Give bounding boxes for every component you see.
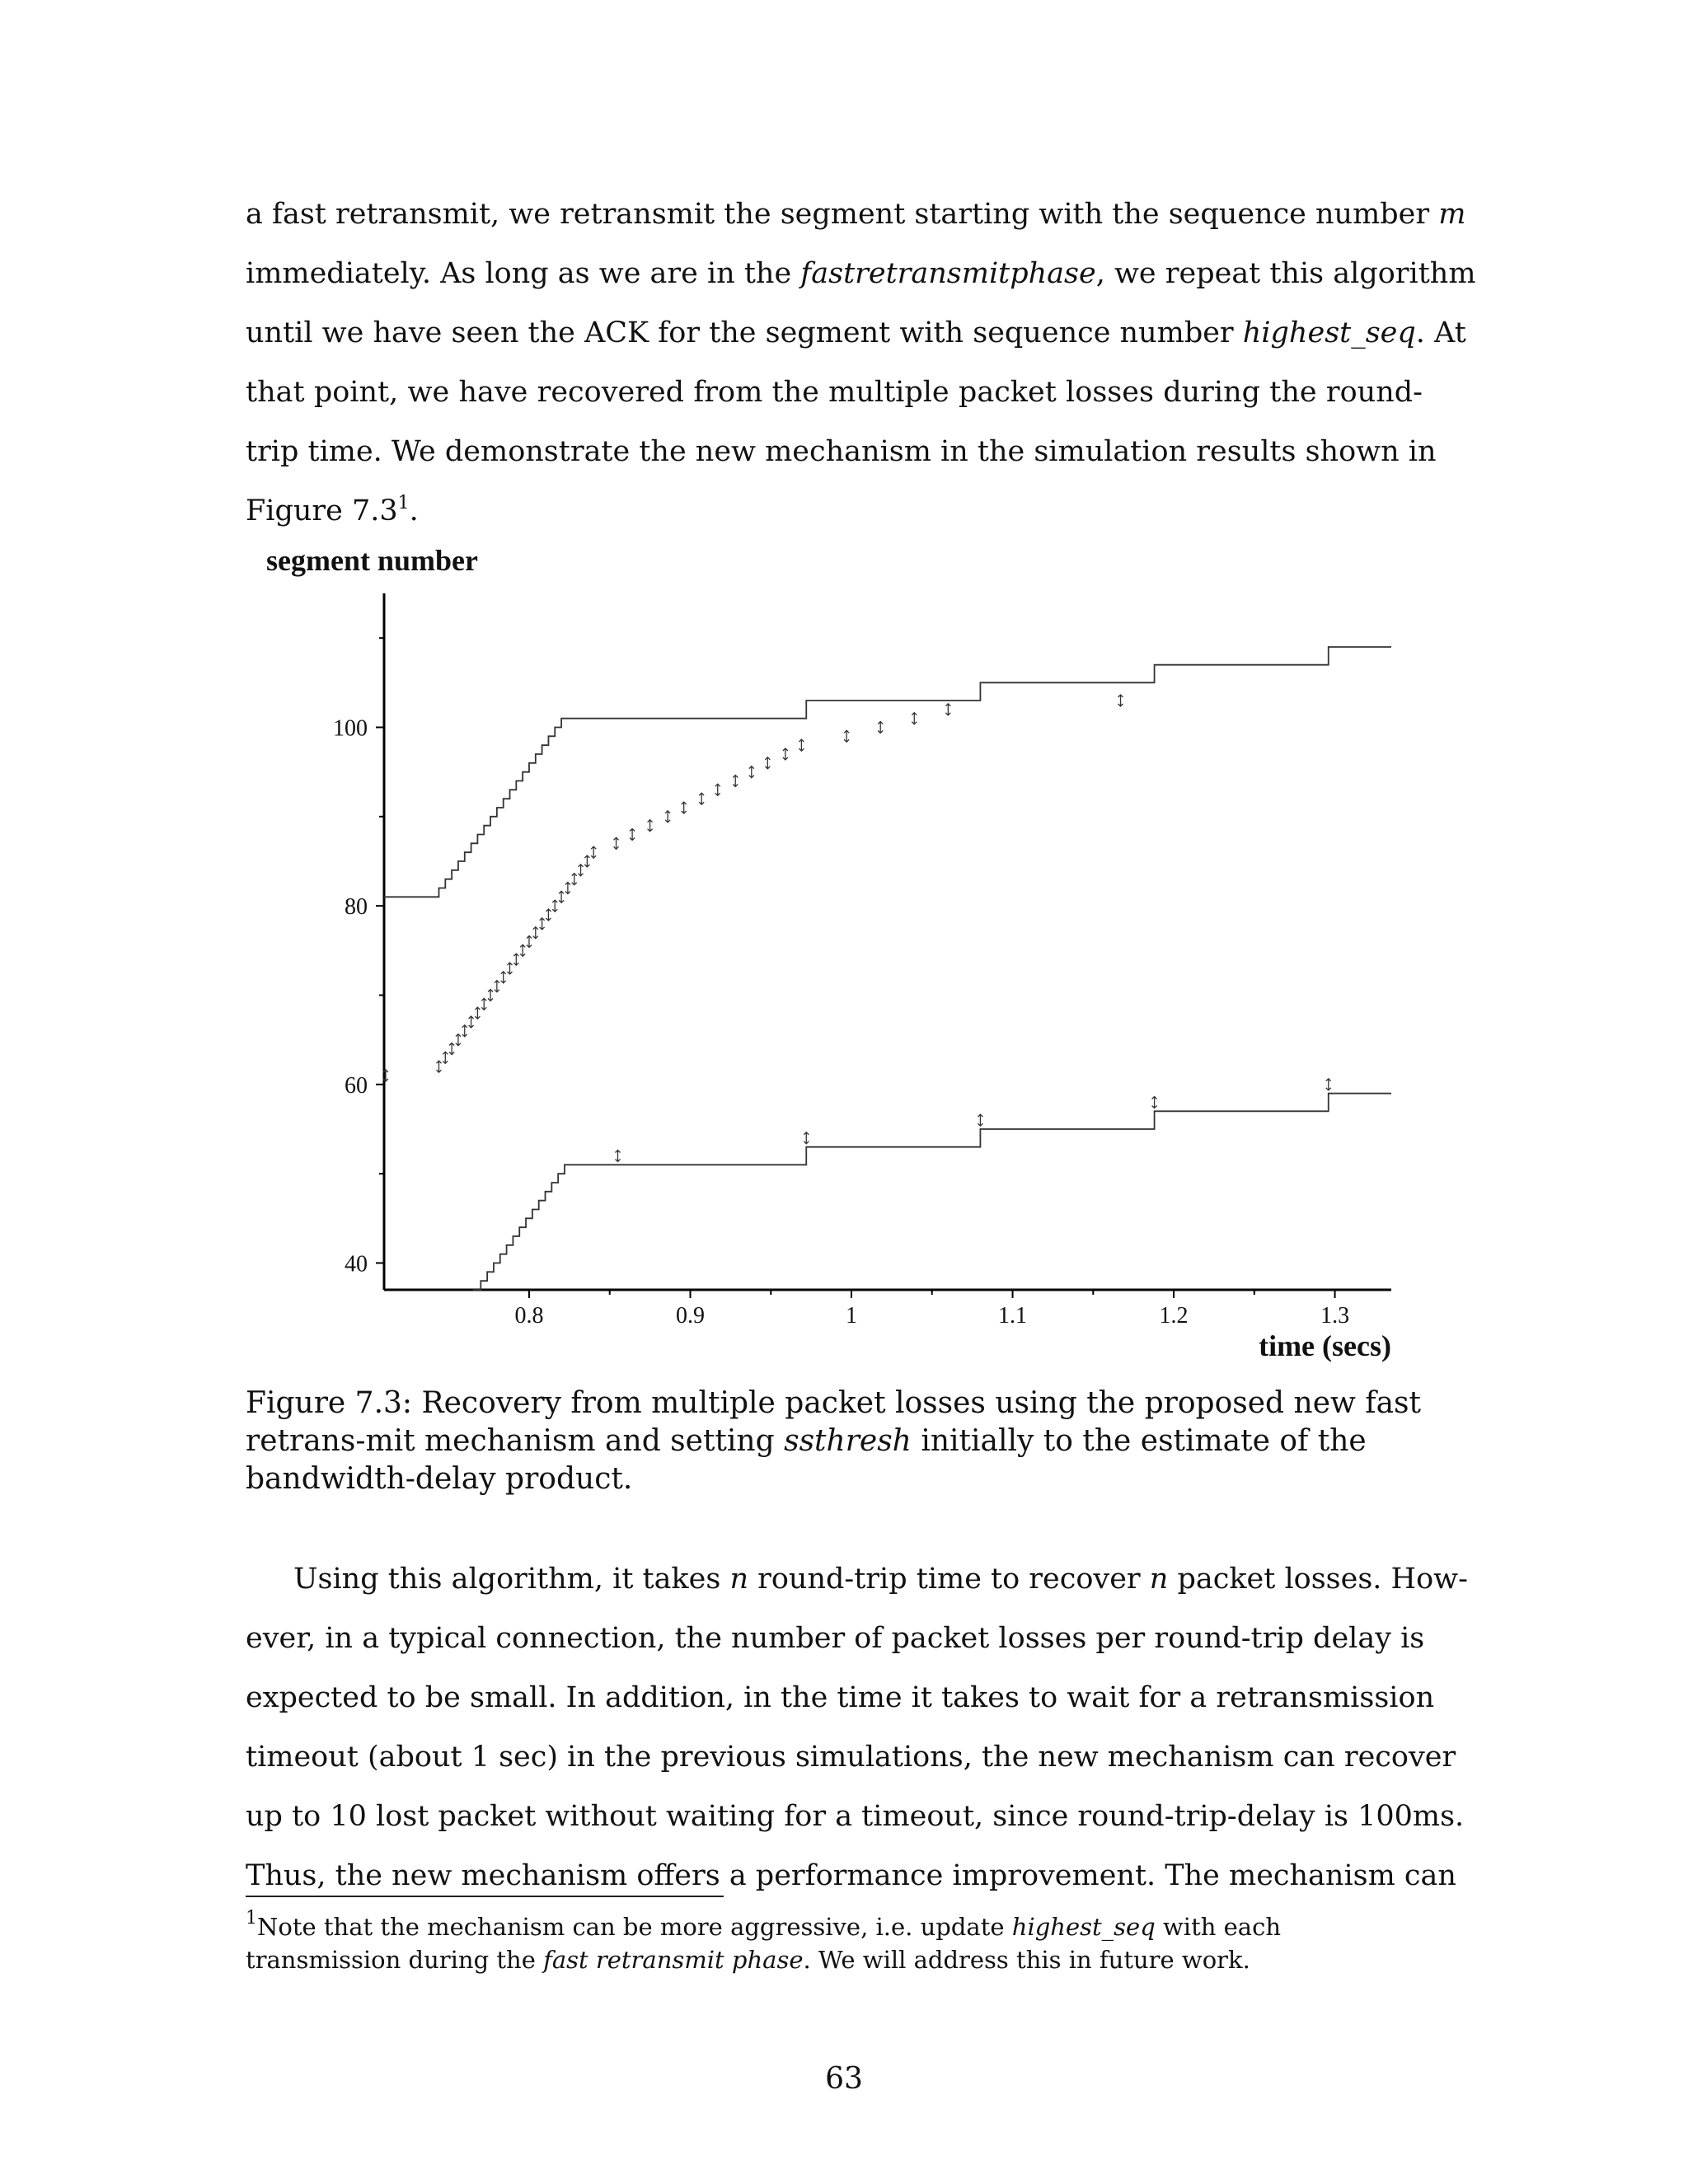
data-point-marker bbox=[783, 748, 788, 760]
x-axis-label: time (secs) bbox=[1259, 1329, 1391, 1362]
chart-series-lines bbox=[384, 647, 1391, 1290]
marker-glyph bbox=[978, 1114, 982, 1126]
series-1-step-line bbox=[473, 1094, 1391, 1290]
marker-glyph bbox=[765, 757, 770, 769]
marker-glyph bbox=[1326, 1079, 1331, 1090]
marker-glyph bbox=[1152, 1097, 1157, 1108]
marker-glyph bbox=[456, 1034, 461, 1046]
marker-glyph bbox=[912, 713, 917, 724]
data-point-marker bbox=[481, 998, 486, 1010]
marker-glyph bbox=[488, 990, 493, 1001]
marker-glyph bbox=[699, 793, 704, 804]
data-point-marker bbox=[1118, 695, 1123, 706]
marker-glyph bbox=[648, 820, 653, 832]
data-point-marker bbox=[844, 730, 849, 742]
para1-line-4: that point, we have recovered from the multiple packet losses during the round- bbox=[246, 376, 1423, 409]
marker-glyph bbox=[715, 784, 720, 795]
footnote-rule bbox=[246, 1896, 724, 1897]
paragraph-2 bbox=[246, 1549, 1468, 1905]
marker-glyph bbox=[495, 981, 499, 992]
marker-glyph bbox=[513, 954, 518, 965]
para2-line-3: expected to be small. In addition, in the time it takes to wait for a retransmission bbox=[246, 1681, 1435, 1714]
chart-series-markers bbox=[383, 695, 1331, 1162]
marker-glyph bbox=[682, 802, 687, 813]
data-point-marker bbox=[508, 963, 513, 974]
para2-line-5: up to 10 lost packet without waiting for a timeout, since round-trip-delay is 100ms. bbox=[246, 1800, 1465, 1833]
marker-glyph bbox=[508, 963, 513, 974]
para1-line-6: Figure $7.3^1$. bbox=[246, 493, 419, 527]
x-tick-label: 1.3 bbox=[1320, 1303, 1350, 1329]
para2-line-1: Using this algorithm, it takes n round-trip time to recover n packet losses. How- bbox=[293, 1563, 1468, 1596]
data-point-marker bbox=[540, 918, 545, 930]
data-point-marker bbox=[1326, 1079, 1331, 1090]
marker-glyph bbox=[614, 837, 619, 849]
data-point-marker bbox=[495, 981, 499, 992]
marker-glyph bbox=[572, 874, 577, 885]
marker-glyph bbox=[469, 1016, 474, 1028]
data-point-marker bbox=[501, 972, 506, 983]
marker-glyph bbox=[481, 998, 486, 1010]
marker-glyph bbox=[584, 855, 589, 867]
marker-glyph bbox=[844, 730, 849, 742]
data-point-marker bbox=[546, 909, 551, 921]
x-tick-label: 1.1 bbox=[998, 1303, 1028, 1329]
y-tick-label: 40 bbox=[345, 1251, 368, 1277]
data-point-marker bbox=[912, 713, 917, 724]
data-point-marker bbox=[804, 1132, 809, 1144]
figure-caption: Figure 7.3: Recovery from multiple packet losses using the proposed new fast retrans-mit mechanism and setting ssthresh initially to the estimate of the bandwidth-delay product. bbox=[246, 1386, 1421, 1496]
marker-glyph bbox=[878, 722, 883, 733]
marker-glyph bbox=[546, 909, 551, 921]
data-point-marker bbox=[699, 793, 704, 804]
marker-glyph bbox=[616, 1151, 621, 1162]
data-point-marker bbox=[527, 936, 532, 948]
x-tick-label: 0.9 bbox=[675, 1303, 705, 1329]
x-tick-label: 1.2 bbox=[1159, 1303, 1189, 1329]
data-point-marker bbox=[565, 883, 570, 894]
para1-line-3: until we have seen the ACK for the segment with sequence number highest_seq. At bbox=[246, 316, 1466, 349]
data-point-marker bbox=[475, 1007, 480, 1019]
marker-glyph bbox=[630, 829, 635, 841]
y-tick-label: 100 bbox=[333, 715, 368, 742]
data-point-marker bbox=[552, 900, 557, 912]
paragraph-1 bbox=[246, 185, 1476, 541]
marker-glyph bbox=[559, 891, 564, 902]
marker-glyph bbox=[520, 944, 525, 956]
marker-glyph bbox=[443, 1052, 448, 1063]
data-point-marker bbox=[579, 865, 584, 876]
marker-glyph bbox=[540, 918, 545, 930]
data-point-marker bbox=[533, 927, 538, 939]
marker-glyph bbox=[552, 900, 557, 912]
marker-glyph bbox=[591, 846, 596, 858]
data-point-marker bbox=[682, 802, 687, 813]
marker-glyph bbox=[804, 1132, 809, 1144]
series-0-step-line bbox=[384, 647, 1391, 897]
marker-glyph bbox=[462, 1025, 467, 1037]
marker-glyph bbox=[1118, 695, 1123, 706]
footnote-ref[interactable]: 1 bbox=[397, 493, 410, 513]
y-tick-label: 60 bbox=[345, 1072, 368, 1099]
para1-line-5: trip time. We demonstrate the new mechanism in the simulation results shown in bbox=[246, 435, 1437, 468]
data-point-marker bbox=[648, 820, 653, 832]
data-point-marker bbox=[456, 1034, 461, 1046]
marker-glyph bbox=[501, 972, 506, 983]
data-point-marker bbox=[616, 1151, 621, 1162]
data-point-marker bbox=[591, 846, 596, 858]
data-point-marker bbox=[520, 944, 525, 956]
para2-line-4: timeout (about 1 sec) in the previous simulations, the new mechanism can recover bbox=[246, 1741, 1456, 1774]
data-point-marker bbox=[733, 776, 738, 787]
marker-glyph bbox=[475, 1007, 480, 1019]
y-axis-label: segment number bbox=[266, 544, 478, 577]
para2-line-2: ever, in a typical connection, the number of packet losses per round-trip delay is bbox=[246, 1622, 1425, 1655]
marker-glyph bbox=[749, 766, 754, 778]
data-point-marker bbox=[449, 1043, 454, 1055]
data-point-marker bbox=[749, 766, 754, 778]
data-point-marker bbox=[945, 704, 950, 715]
para2-line-6: Thus, the new mechanism offers a performance improvement. The mechanism can bbox=[246, 1859, 1456, 1892]
data-point-marker bbox=[513, 954, 518, 965]
marker-glyph bbox=[945, 704, 950, 715]
data-point-marker bbox=[443, 1052, 448, 1063]
marker-glyph bbox=[783, 748, 788, 760]
data-point-marker bbox=[630, 829, 635, 841]
marker-glyph bbox=[527, 936, 532, 948]
chart-axes bbox=[333, 593, 1391, 1329]
marker-glyph bbox=[565, 883, 570, 894]
data-point-marker bbox=[462, 1025, 467, 1037]
para1-line-2: immediately. As long as we are in the fastretransmitphase, we repeat this algorithm bbox=[246, 257, 1476, 290]
marker-glyph bbox=[799, 739, 804, 751]
marker-glyph bbox=[533, 927, 538, 939]
data-point-marker bbox=[559, 891, 564, 902]
footnote: $^1$Note that the mechanism can be more aggressive, i.e. update highest_seq with each transmission during the fast retransmit phase. We will address this in future work. bbox=[246, 1908, 1282, 1974]
x-tick-label: 1 bbox=[846, 1303, 858, 1329]
data-point-marker bbox=[799, 739, 804, 751]
data-point-marker bbox=[488, 990, 493, 1001]
marker-glyph bbox=[665, 811, 670, 823]
data-point-marker bbox=[715, 784, 720, 795]
x-tick-label: 0.8 bbox=[514, 1303, 544, 1329]
marker-glyph bbox=[579, 865, 584, 876]
data-point-marker bbox=[665, 811, 670, 823]
y-tick-label: 80 bbox=[345, 894, 368, 921]
data-point-marker bbox=[765, 757, 770, 769]
marker-glyph bbox=[733, 776, 738, 787]
data-point-marker bbox=[1152, 1097, 1157, 1108]
data-point-marker bbox=[572, 874, 577, 885]
data-point-marker bbox=[878, 722, 883, 733]
data-point-marker bbox=[584, 855, 589, 867]
marker-glyph bbox=[449, 1043, 454, 1055]
data-point-marker bbox=[614, 837, 619, 849]
data-point-marker bbox=[978, 1114, 982, 1126]
figure-chart bbox=[246, 536, 1432, 1368]
marker-glyph bbox=[436, 1061, 441, 1072]
data-point-marker bbox=[436, 1061, 441, 1072]
para1-line-1: a fast retransmit, we retransmit the segment starting with the sequence number m bbox=[246, 198, 1466, 231]
page-number: 63 bbox=[825, 2062, 863, 2096]
data-point-marker bbox=[469, 1016, 474, 1028]
